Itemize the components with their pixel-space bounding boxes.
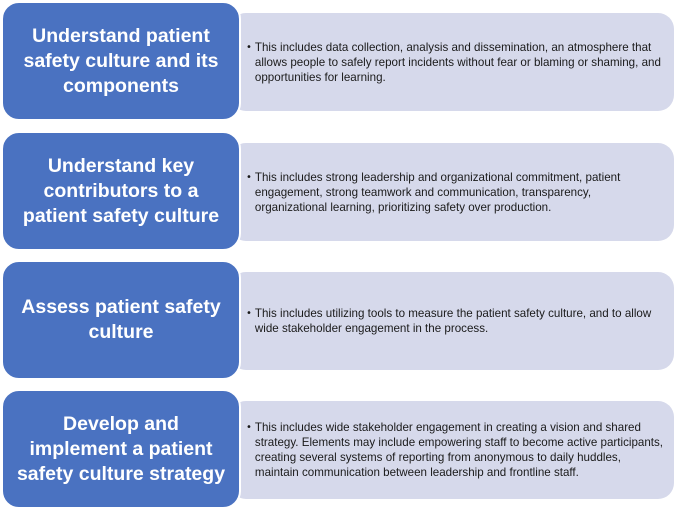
step-heading-text: Understand key contributors to a patient safety culture — [22, 154, 220, 227]
step-detail-box — [230, 13, 674, 111]
step-heading-text: Develop and implement a patient safety culture strategy — [16, 412, 226, 485]
step-detail-text: This includes data collection, analysis and dissemination, an atmosphere that allows people to safely report incidents without fear or blaming or shaming, and opportunities for learning. — [254, 40, 661, 84]
bullet-icon: • — [246, 171, 252, 183]
step-heading-box — [1, 389, 241, 509]
step-row — [0, 0, 676, 124]
step-row — [0, 388, 676, 512]
step-heading-text: Understand patient safety culture and its components — [23, 24, 219, 97]
step-detail-text: This includes utilizing tools to measure the patient safety culture, and to allow wide stakeholder engagement in the process. — [254, 307, 652, 335]
bullet-icon: • — [246, 41, 252, 53]
bullet-icon: • — [246, 422, 252, 433]
step-heading-text: Assess patient safety culture — [21, 296, 221, 343]
step-detail-box — [230, 401, 674, 499]
step-detail-content — [246, 306, 664, 336]
step-detail-content — [246, 420, 664, 480]
step-detail-box — [230, 272, 674, 370]
step-detail-box — [230, 143, 674, 241]
step-detail-content — [246, 170, 664, 215]
step-heading-box — [1, 131, 241, 251]
step-heading-box — [1, 1, 241, 121]
step-heading-box — [1, 260, 241, 380]
step-detail-text: This includes strong leadership and organizational commitment, patient engagement, strong teamwork and communication, transparency, organizational learning, prioritizing safety over production. — [254, 170, 621, 214]
step-detail-text: This includes wide stakeholder engagement in creating a vision and shared strategy. Elements may include empowering staff to become active participants, creating several systems of reporting from anonymous to daily huddles, maintain communication between leadership and frontline staff. — [254, 421, 664, 479]
step-row — [0, 130, 676, 254]
step-row — [0, 259, 676, 383]
bullet-icon: • — [246, 308, 252, 319]
step-detail-content — [246, 40, 664, 85]
